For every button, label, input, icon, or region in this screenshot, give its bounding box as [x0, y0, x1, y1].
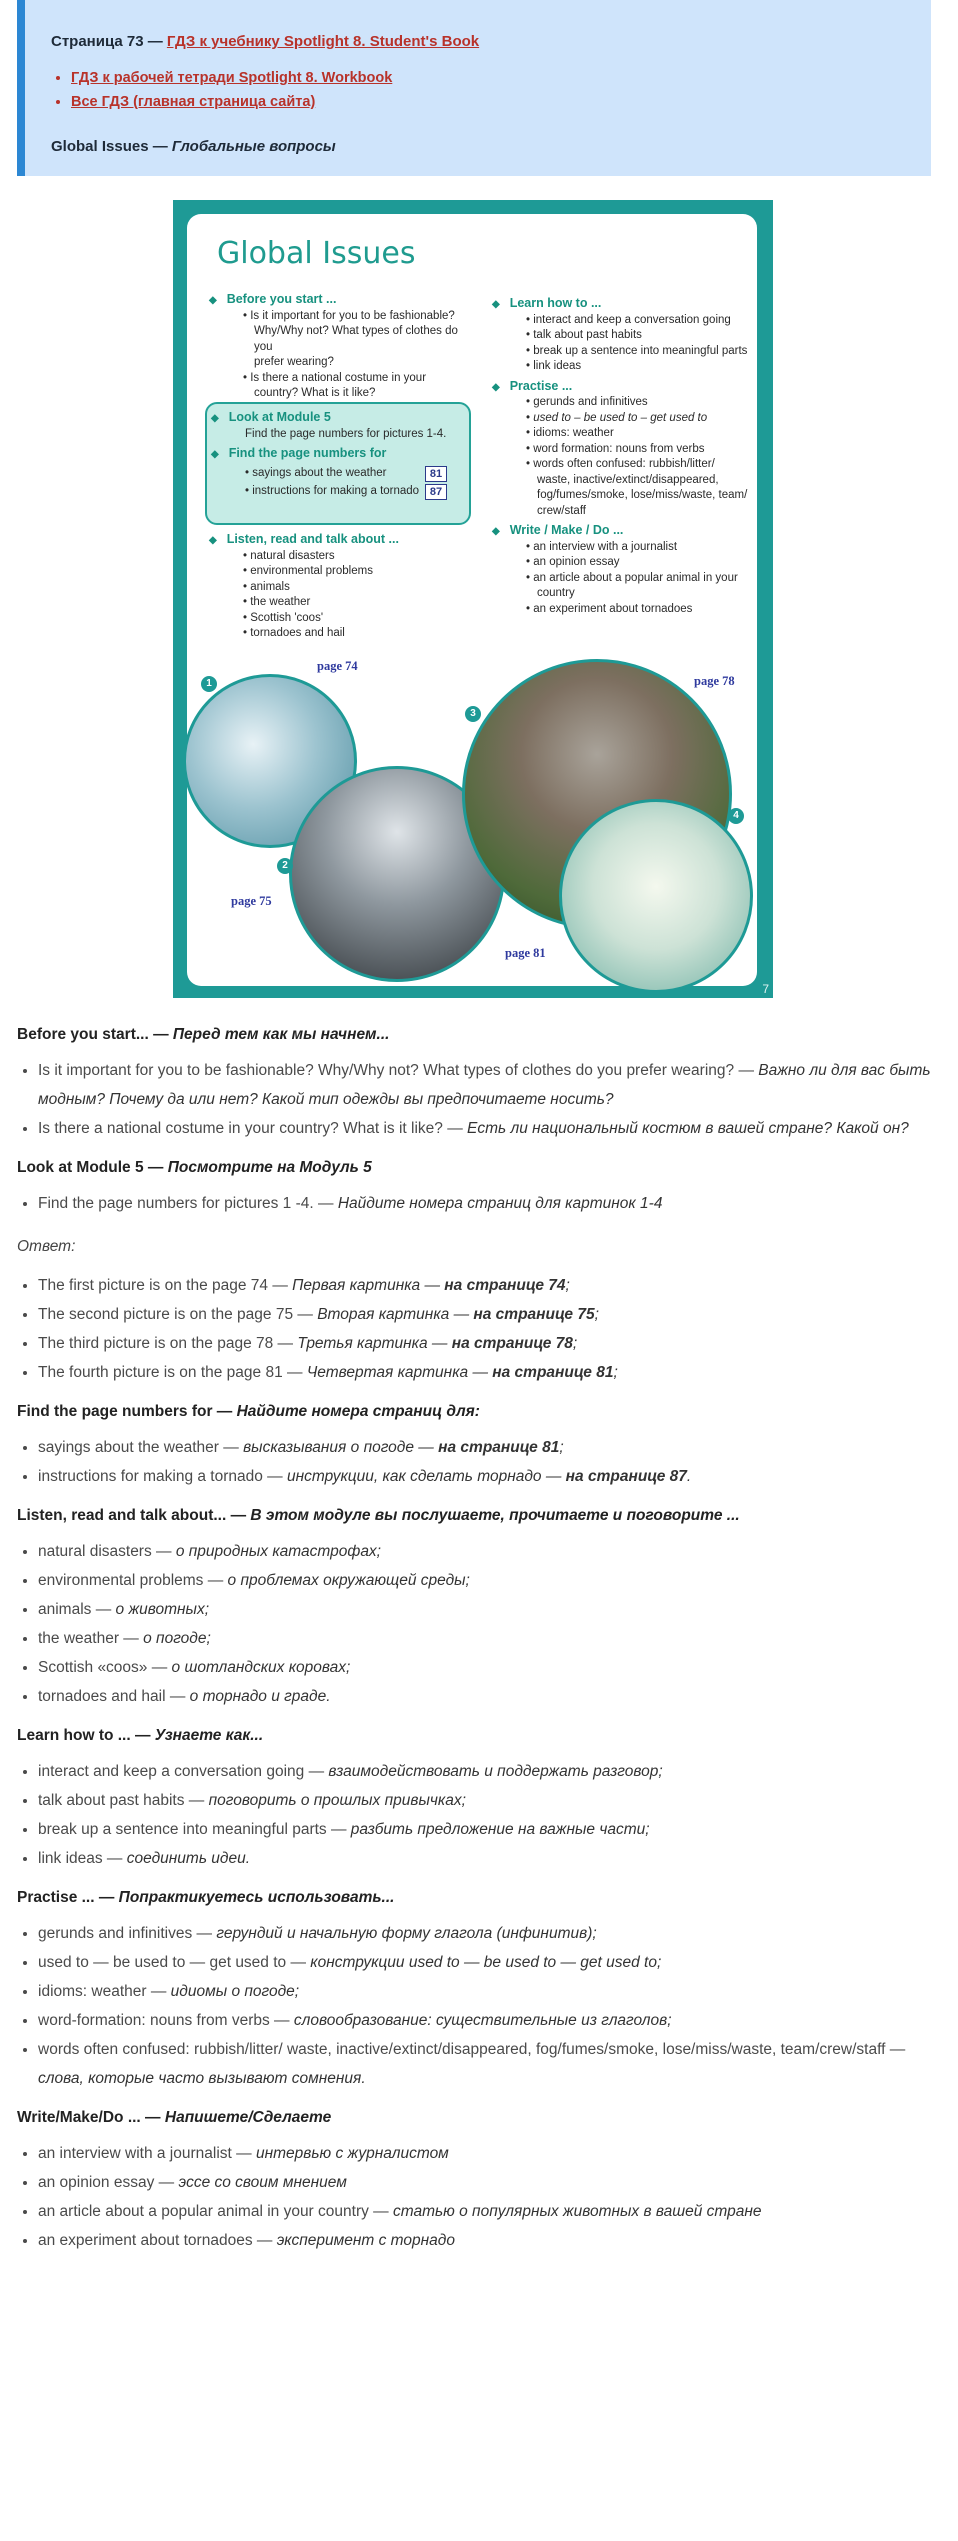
find-line: • sayings about the weather 81 [211, 466, 461, 482]
list-item: • animals — о животных; [38, 1595, 937, 1624]
list-item: • Find the page numbers for pictures 1 -4. — Найдите номера страниц для картинок 1-4 [38, 1189, 937, 1218]
before-line: • Is it important for you to be fashionable? [243, 309, 455, 322]
learn-block [492, 296, 752, 617]
student-book-link[interactable]: ГДЗ к учебнику Spotlight 8. Student's Book [166, 33, 480, 50]
picture-number: 3 [465, 706, 481, 722]
list-item: • tornadoes and hail — о торнадо и граде. [38, 1682, 937, 1711]
list-item: • The first picture is on the page 74 — Первая картинка — на странице 74; [38, 1271, 937, 1300]
listen-heading: ◆ Listen, read and talk about ... [209, 532, 479, 549]
listen-line: • the weather [243, 596, 311, 608]
practise-line: • used to – be used to – get used to [526, 411, 708, 424]
find-heading: ◆ Find the page numbers for [211, 446, 461, 463]
practise-line: • idioms: weather [526, 427, 614, 439]
book-title: Global Issues [217, 236, 416, 271]
before-line: Why/Why not? What types of clothes do you [254, 325, 458, 353]
listen-line: • environmental problems [243, 565, 373, 577]
page-number-box: 81 [425, 466, 447, 482]
answer-list [17, 1271, 937, 1387]
list-item: • an opinion essay — эссе со своим мнением [38, 2168, 937, 2197]
list-item: • environmental problems — о проблемах окружающей среды; [38, 1566, 937, 1595]
write-list [17, 2139, 937, 2255]
write-line: • an article about a popular animal in your [526, 571, 738, 584]
practise-line: • words often confused: rubbish/litter/ [526, 458, 715, 470]
before-block [209, 292, 479, 402]
write-line: • an experiment about tornadoes [526, 602, 693, 615]
list-item: • Scottish «coos» — о шотландских коровах; [38, 1653, 937, 1682]
learn-line: • break up a sentence into meaningful parts [526, 344, 748, 357]
page-number-box: 87 [425, 484, 447, 500]
practise-list [17, 1919, 937, 2093]
textbook-page-image [173, 200, 773, 998]
listen-line: • Scottish 'coos' [243, 611, 324, 624]
links-list [51, 70, 931, 110]
practise-line: • word formation: nouns from verbs [526, 442, 705, 455]
picture-number: 1 [201, 676, 217, 692]
write-line: • an interview with a journalist [526, 540, 678, 553]
look-list [17, 1189, 937, 1218]
listen-line: • natural disasters [243, 549, 335, 562]
look-box [205, 402, 471, 525]
section-heading: Before you start... — Перед тем как мы начнем... [17, 1026, 390, 1043]
listen-list [17, 1537, 937, 1711]
list-item: • link ideas — соединить идеи. [38, 1844, 937, 1873]
list-item: • idioms: weather — идиомы о погоде; [38, 1977, 937, 2006]
section-heading: Practise ... — Попрактикуетесь использовать... [17, 1889, 395, 1906]
topic-en: Global Issues — [51, 138, 168, 155]
picture-umbrella-girl [559, 799, 753, 993]
picture-label: page 75 [231, 894, 272, 908]
learn-line: • interact and keep a conversation going [526, 313, 731, 326]
listen-block [209, 532, 479, 642]
translation-content [17, 1010, 937, 2267]
list-item: • The fourth picture is on the page 81 — Четвертая картинка — на странице 81; [38, 1358, 937, 1387]
before-line: prefer wearing? [254, 356, 334, 368]
look-text: Find the page numbers for pictures 1-4. [245, 427, 447, 440]
list-item: • interact and keep a conversation going — взаимодействовать и поддержать разговор; [38, 1757, 937, 1786]
section-heading: Write/Make/Do ... — Напишете/Сделаете [17, 2109, 332, 2126]
learn-heading: ◆ Learn how to ... [492, 296, 752, 313]
section-heading: Listen, read and talk about... — В этом модуле вы послушаете, прочитаете и поговорите ... [17, 1507, 740, 1524]
list-item: • an interview with a journalist — интервью с журналистом [38, 2139, 937, 2168]
practise-line: waste, inactive/extinct/disappeared, [537, 473, 719, 486]
learn-list [17, 1757, 937, 1873]
before-line: country? What is it like? [254, 387, 376, 399]
before-list [17, 1056, 937, 1143]
find-list [17, 1433, 937, 1491]
answer-label: Ответ: [17, 1238, 76, 1255]
list-item: • instructions for making a tornado — инструкции, как сделать торнадо — на странице 87. [38, 1462, 937, 1491]
list-item: • words often confused: rubbish/litter/ waste, inactive/extinct/disappeared, fog/fumes/smoke, lose/miss/waste, team/crew/staff — слова, которые часто вызывают сомнения. [38, 2035, 937, 2093]
list-item: • sayings about the weather — высказывания о погоде — на странице 81; [38, 1433, 937, 1462]
list-item: • The second picture is on the page 75 — Вторая картинка — на странице 75; [38, 1300, 937, 1329]
listen-line: • animals [243, 580, 290, 593]
before-heading: ◆ Before you start ... [209, 292, 479, 309]
section-heading: Look at Module 5 — Посмотрите на Модуль 5 [17, 1159, 372, 1176]
list-item: • break up a sentence into meaningful parts — разбить предложение на важные части; [38, 1815, 937, 1844]
write-line: country [537, 587, 575, 599]
picture-label: page 81 [505, 946, 546, 960]
list-item: • Is it important for you to be fashionable? Why/Why not? What types of clothes do you prefer wearing? — Важно ли для вас быть модным? Почему да или нет? Какой тип одежды вы предпочитаете носить? [38, 1056, 937, 1114]
practise-line: crew/staff [537, 504, 586, 517]
info-box [17, 0, 931, 176]
practise-heading: ◆ Practise ... [492, 379, 752, 396]
section-heading: Find the page numbers for — Найдите номера страниц для: [17, 1403, 480, 1420]
picture-label: page 74 [317, 659, 358, 673]
list-item: • the weather — о погоде; [38, 1624, 937, 1653]
all-gdz-link[interactable]: Все ГДЗ (главная страница сайта) [71, 94, 316, 110]
workbook-link[interactable]: ГДЗ к рабочей тетради Spotlight 8. Workbook [71, 70, 393, 86]
write-heading: ◆ Write / Make / Do ... [492, 523, 752, 540]
list-item: • gerunds and infinitives — герундий и начальную форму глагола (инфинитив); [38, 1919, 937, 1948]
look-inner [211, 410, 461, 500]
look-heading: ◆ Look at Module 5 [211, 410, 461, 427]
practise-line: • gerunds and infinitives [526, 396, 648, 408]
learn-line: • link ideas [526, 360, 582, 372]
section-heading: Learn how to ... — Узнаете как... [17, 1727, 264, 1744]
before-line: • Is there a national costume in your [243, 371, 427, 384]
find-line: • instructions for making a tornado 87 [211, 484, 461, 500]
list-item: • natural disasters — о природных катастрофах; [38, 1537, 937, 1566]
list-item: • an article about a popular animal in your country — статью о популярных животных в вашей стране [38, 2197, 937, 2226]
learn-line: • talk about past habits [526, 329, 642, 341]
list-item: • Is there a national costume in your country? What is it like? — Есть ли национальный костюм в вашей стране? Какой он? [38, 1114, 937, 1143]
list-item: • used to — be used to — get used to — конструкции used to — be used to — get used to; [38, 1948, 937, 1977]
page-label: Страница 73 — [51, 33, 163, 50]
picture-label: page 78 [694, 674, 735, 688]
page-line [51, 33, 931, 50]
list-item: • The third picture is on the page 78 — Третья картинка — на странице 78; [38, 1329, 937, 1358]
picture-number: 4 [728, 808, 744, 824]
list-item: • an experiment about tornadoes — эксперимент с торнадо [38, 2226, 937, 2255]
write-line: • an opinion essay [526, 556, 620, 568]
topic-line [51, 138, 931, 155]
topic-ru: Глобальные вопросы [171, 138, 336, 155]
textbook-page-inner [187, 214, 757, 986]
list-item [71, 70, 931, 86]
practise-line: fog/fumes/smoke, lose/miss/waste, team/ [537, 489, 748, 501]
list-item [71, 94, 931, 110]
list-item: • word-formation: nouns from verbs — словообразование: существительные из глаголов; [38, 2006, 937, 2035]
picture-number: 2 [277, 858, 293, 874]
book-page-corner: 7 [762, 982, 769, 996]
list-item: • talk about past habits — поговорить о прошлых привычках; [38, 1786, 937, 1815]
listen-line: • tornadoes and hail [243, 627, 345, 639]
